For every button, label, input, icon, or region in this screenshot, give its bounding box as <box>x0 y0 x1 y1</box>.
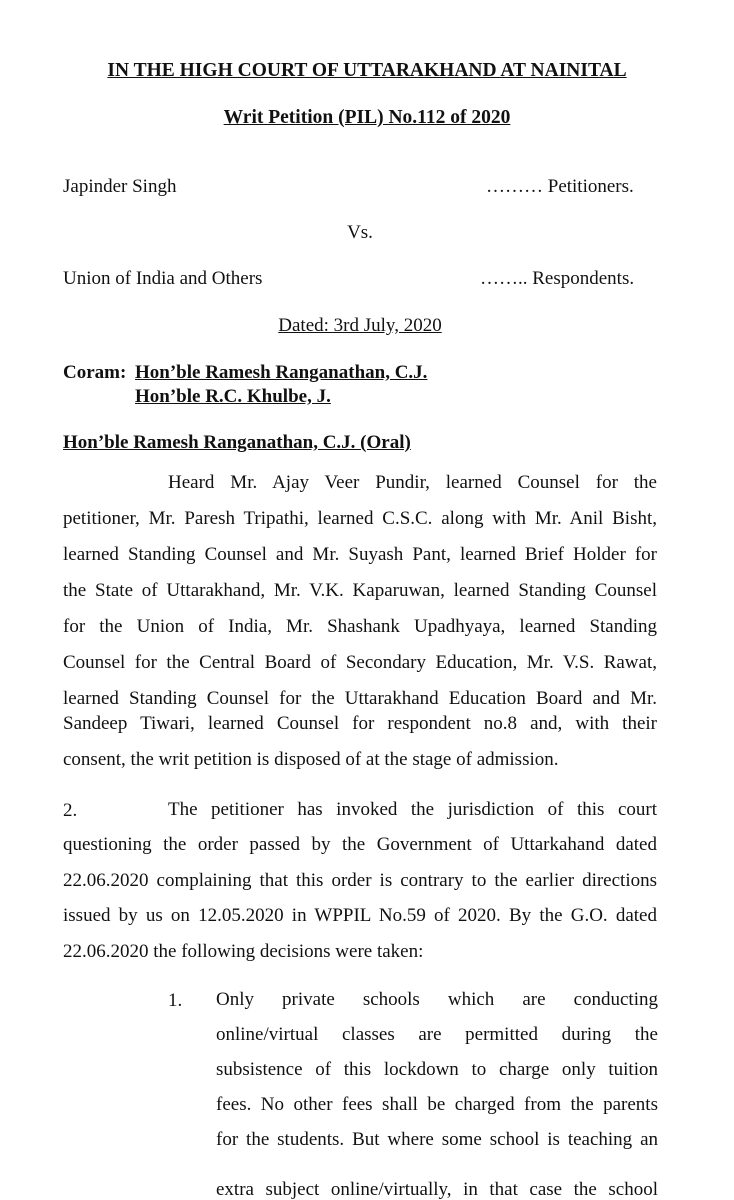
coram-judge-1: Hon’ble Ramesh Ranganathan, C.J. <box>135 362 428 383</box>
list-item-1-line-4: fees. No other fees shall be charged from the parents <box>216 1094 658 1115</box>
list-item-1-line-3: subsistence of this lockdown to charge only tuition <box>216 1059 658 1080</box>
para1-line-4: the State of Uttarakhand, Mr. V.K. Kaparuwan, learned Standing Counsel <box>63 580 657 601</box>
petitioner-name: Japinder Singh <box>63 176 177 197</box>
list-item-1-line-5: for the students. But where some school is teaching an <box>216 1129 658 1150</box>
para2-line-5: 22.06.2020 the following decisions were taken: <box>63 941 424 962</box>
para1-line-3: learned Standing Counsel and Mr. Suyash Pant, learned Brief Holder for <box>63 544 657 565</box>
para2-number: 2. <box>63 800 78 821</box>
oral-heading: Hon’ble Ramesh Ranganathan, C.J. (Oral) <box>63 432 411 453</box>
para2-line-4: issued by us on 12.05.2020 in WPPIL No.59 of 2020. By the G.O. dated <box>63 905 657 926</box>
coram-label: Coram: <box>63 362 127 383</box>
respondent-name: Union of India and Others <box>63 268 263 289</box>
para1-line-8: Sandeep Tiwari, learned Counsel for respondent no.8 and, with their <box>63 713 657 734</box>
case-number: Writ Petition (PIL) No.112 of 2020 <box>223 107 511 128</box>
para1-line-5: for the Union of India, Mr. Shashank Upadhyaya, learned Standing <box>63 616 657 637</box>
petitioner-role: ……… Petitioners. <box>486 176 634 197</box>
versus: Vs. <box>347 222 373 243</box>
para2-line-2: questioning the order passed by the Government of Uttarkahand dated <box>63 834 657 855</box>
para1-line-2: petitioner, Mr. Paresh Tripathi, learned C.S.C. along with Mr. Anil Bisht, <box>63 508 657 529</box>
para1-line-9: consent, the writ petition is disposed of at the stage of admission. <box>63 749 559 770</box>
list-item-1-line-1: Only private schools which are conducting <box>216 989 658 1010</box>
coram-judge-2: Hon’ble R.C. Khulbe, J. <box>135 386 331 407</box>
respondent-role: …….. Respondents. <box>480 268 635 289</box>
para2-line-3: 22.06.2020 complaining that this order is contrary to the earlier directions <box>63 870 657 891</box>
list-item-1-number: 1. <box>168 990 183 1011</box>
court-title: IN THE HIGH COURT OF UTTARAKHAND AT NAINITAL <box>107 60 627 81</box>
para1-line-7: learned Standing Counsel for the Uttarakhand Education Board and Mr. <box>63 688 657 709</box>
date-line: Dated: 3rd July, 2020 <box>278 315 442 336</box>
list-item-1-line-2: online/virtual classes are permitted during the <box>216 1024 658 1045</box>
para1-line-1: Heard Mr. Ajay Veer Pundir, learned Counsel for the <box>168 472 657 493</box>
list-item-1-line-6: extra subject online/virtually, in that case the school <box>216 1179 658 1200</box>
para2-line-1: The petitioner has invoked the jurisdiction of this court <box>168 799 657 820</box>
para1-line-6: Counsel for the Central Board of Secondary Education, Mr. V.S. Rawat, <box>63 652 657 673</box>
